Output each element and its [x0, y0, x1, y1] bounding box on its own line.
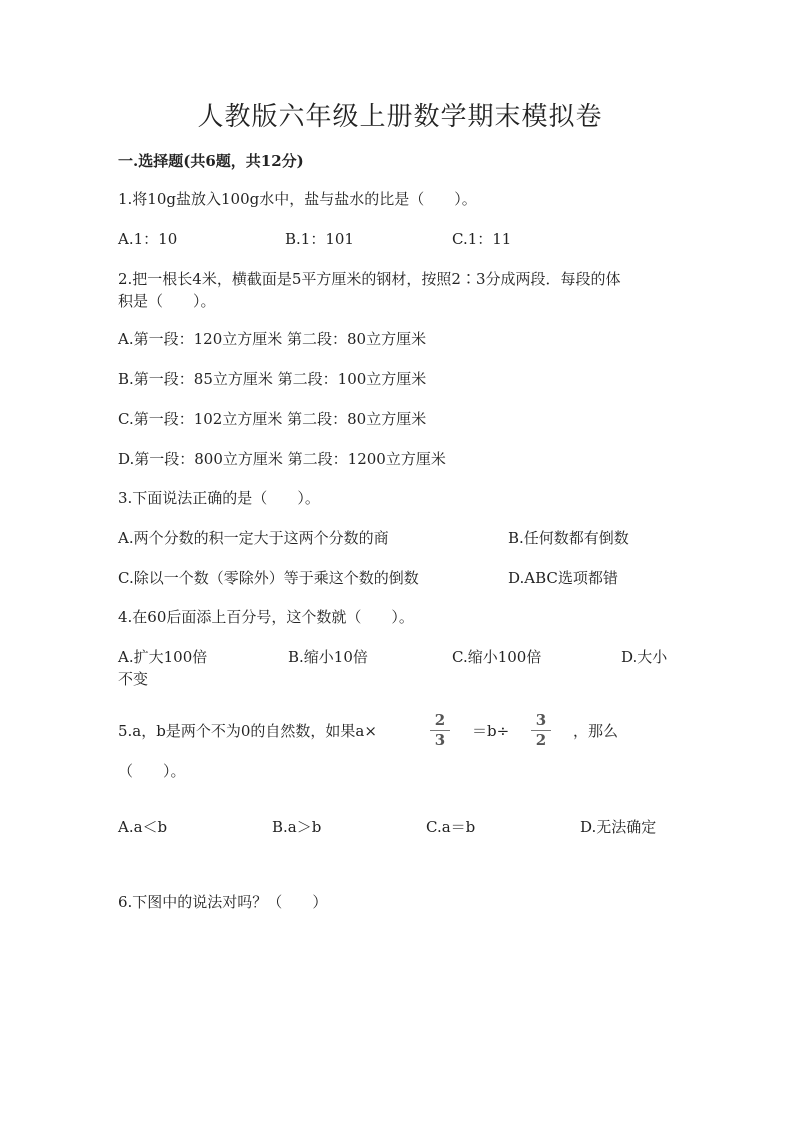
question-5-stem-part-2: ＝b÷ [472, 722, 510, 740]
question-5-option-d: D.无法确定 [580, 818, 657, 836]
question-4-option-c: C.缩小100倍 [452, 648, 542, 666]
question-5-stem-line-2: （ ）。 [118, 762, 186, 780]
question-3-option-c: C.除以一个数（零除外）等于乘这个数的倒数 [118, 569, 419, 587]
question-2-option-a: A.第一段：120立方厘米 第二段：80立方厘米 [118, 330, 427, 348]
question-2-option-c: C.第一段：102立方厘米 第二段：80立方厘米 [118, 410, 427, 428]
question-4-option-d-line-1: D.大小 [621, 648, 668, 666]
question-2-stem-line-2: 积是（ ）。 [118, 292, 216, 310]
question-3-option-b: B.任何数都有倒数 [508, 529, 629, 547]
question-4-option-d-line-2: 不变 [118, 670, 149, 688]
page-title: 人教版六年级上册数学期末模拟卷 [197, 102, 603, 132]
question-4-option-b: B.缩小10倍 [288, 648, 368, 666]
fraction-three-halves [531, 713, 551, 748]
question-5-option-c: C.a＝b [426, 818, 476, 836]
question-3-option-a: A.两个分数的积一定大于这两个分数的商 [118, 529, 389, 547]
section-heading: 一.选择题(共6题，共12分) [118, 152, 304, 170]
question-4-stem: 4.在60后面添上百分号，这个数就（ ）。 [118, 608, 414, 626]
fraction-denominator: 3 [434, 731, 446, 749]
fraction-numerator: 3 [535, 711, 547, 729]
question-1-stem: 1.将10g盐放入100g水中，盐与盐水的比是（ ）。 [118, 190, 477, 208]
question-3-stem: 3.下面说法正确的是（ ）。 [118, 489, 320, 507]
question-5-stem-part-3: ，那么 [573, 722, 619, 740]
fraction-denominator: 2 [535, 731, 547, 749]
question-2-option-d: D.第一段：800立方厘米 第二段：1200立方厘米 [118, 450, 446, 468]
question-1-option-a: A.1：10 [118, 230, 178, 248]
question-2-stem-line-1: 2.把一根长4米，横截面是5平方厘米的钢材，按照2∶3分成两段．每段的体 [118, 270, 621, 288]
question-5-option-a: A.a＜b [118, 818, 168, 836]
fraction-numerator: 2 [434, 711, 446, 729]
question-2-option-b: B.第一段：85立方厘米 第二段：100立方厘米 [118, 370, 427, 388]
question-6-stem: 6.下图中的说法对吗？（ ） [118, 893, 328, 911]
question-5-option-b: B.a＞b [272, 818, 322, 836]
question-4-option-a: A.扩大100倍 [118, 648, 208, 666]
question-3-option-d: D.ABC选项都错 [508, 569, 618, 587]
question-1-option-b: B.1：101 [285, 230, 354, 248]
question-1-option-c: C.1：11 [452, 230, 512, 248]
fraction-two-thirds [430, 713, 450, 748]
question-5-stem-part-1: 5.a，b是两个不为0的自然数，如果a× [118, 722, 377, 740]
